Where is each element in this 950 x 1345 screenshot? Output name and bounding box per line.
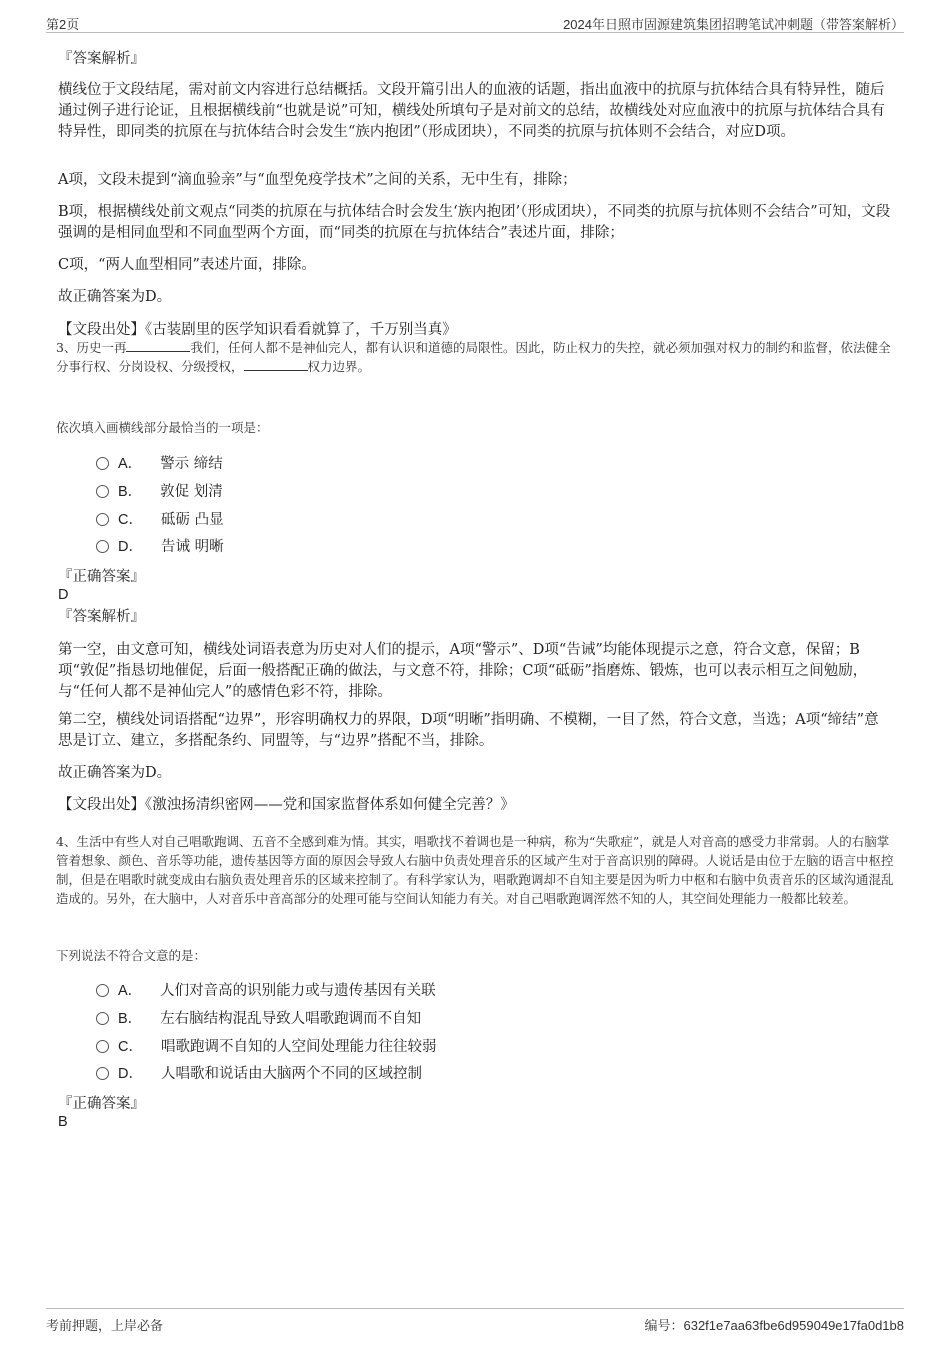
blank-2 [244, 358, 308, 371]
radio-icon[interactable] [96, 1012, 109, 1025]
q3-source: 【文段出处】《激浊扬清织密网——党和国家监督体系如何健全完善？》 [58, 797, 515, 813]
page-footer [46, 1308, 904, 1339]
q3-analysis-label: 『答案解析』 [58, 609, 145, 625]
q3-option-b[interactable]: B． 敦促 划清 [96, 482, 223, 502]
q3-stem: 3、历史一再 我们，任何人都不是神仙完人，都有认识和道德的局限性。因此，防止权力的失控，就必须加强对权力的制约和监督，依法健全分事行权、分岗设权、分级授权， 权力边界。 [56, 340, 891, 374]
radio-icon[interactable] [96, 457, 109, 470]
q3-correct-label: 『正确答案』 [58, 569, 145, 585]
q3-analysis-para-2: 第二空，横线处词语搭配“边界”，形容明确权力的界限，D项“明晰”指明确、不模糊，一目了然，符合文意，当选；A项“缔结”意思是订立、建立，多搭配条约、同盟等，与“边界”搭配不当，排除。 [58, 712, 879, 749]
q3-correct-answer: D [58, 587, 69, 603]
blank-1 [126, 339, 190, 352]
q2-answer-line: 故正确答案为D。 [58, 289, 172, 305]
q4-option-a[interactable]: A． 人们对音高的识别能力或与遗传基因有关联 [96, 981, 436, 1001]
q4-correct-label: 『正确答案』 [58, 1096, 145, 1112]
q3-option-a[interactable]: A． 警示 缔结 [96, 454, 223, 474]
radio-icon[interactable] [96, 1067, 109, 1080]
q4-option-d[interactable]: D． 人唱歌和说话由大脑两个不同的区域控制 [96, 1064, 422, 1084]
q3-answer-line: 故正确答案为D。 [58, 765, 172, 781]
q4-option-c[interactable]: C． 唱歌跑调不自知的人空间处理能力往往较弱 [96, 1037, 436, 1057]
q3-prompt: 依次填入画横线部分最恰当的一项是： [56, 420, 269, 435]
q2-source: 【文段出处】《古装剧里的医学知识看看就算了，千万别当真》 [58, 322, 457, 338]
footer-slogan: 考前押题，上岸必备 [46, 1318, 164, 1333]
q4-option-b[interactable]: B． 左右脑结构混乱导致人唱歌跑调而不自知 [96, 1009, 421, 1029]
q2-analysis-para-1: 横线位于文段结尾，需对前文内容进行总结概括。文段开篇引出人的血液的话题，指出血液中的抗原与抗体结合具有特异性，随后通过例子进行论证，且根据横线前“也就是说”可知，横线处所填句子是对前文的总结，故横线处对应血液中的抗原与抗体结合具有特异性，即同类的抗原在与抗体结合时会发生“族内抱团”（形成团块），不同类的抗原与抗体则不会结合，对应D项。 [58, 82, 885, 140]
q2-analysis-para-2: A项，文段未提到“滴血验亲”与“血型免疫学技术”之间的关系，无中生有，排除； [58, 172, 577, 188]
radio-icon[interactable] [96, 984, 109, 997]
q4-correct-answer: B [58, 1114, 68, 1130]
q3-analysis-para-1: 第一空，由文意可知，横线处词语表意为历史对人们的提示，A项“警示”、D项“告诫”均能体现提示之意，符合文意，保留；B项“敦促”指恳切地催促，后面一般搭配正确的做法，与文意不符，排除；C项“砥砺”指磨炼、锻炼，也可以表示相互之间勉励，与“任何人都不是神仙完人”的感情色彩不符，排除。 [58, 642, 868, 700]
q2-analysis-para-4: C项，“两人血型相同”表述片面，排除。 [58, 257, 316, 273]
radio-icon[interactable] [96, 540, 109, 553]
q4-prompt: 下列说法不符合文意的是： [56, 948, 207, 963]
radio-icon[interactable] [96, 1040, 109, 1053]
document-code: 编号：632f1e7aa63fbe6d959049e17fa0d1b8 [644, 1318, 904, 1333]
page-number: 第2页 [46, 17, 80, 32]
document-title: 2024年日照市固源建筑集团招聘笔试冲刺题（带答案解析） [563, 17, 904, 32]
q3-option-c[interactable]: C． 砥砺 凸显 [96, 510, 224, 530]
q3-option-d[interactable]: D． 告诫 明晰 [96, 537, 224, 557]
q2-analysis-label: 『答案解析』 [58, 51, 145, 67]
radio-icon[interactable] [96, 485, 109, 498]
q4-stem: 4、生活中有些人对自己唱歌跑调、五音不全感到难为情。其实，唱歌找不着调也是一种病，称为“失歌症”，就是人对音高的感受力非常弱。人的右脑掌管着想象、颜色、音乐等功能，遗传基因等方面的原因会导致人右脑中负责处理音乐的区域产生对于音高识别的障碍。人说话是由位于左脑的语言中枢控制，但是在唱歌时就变成由右脑负责处理音乐的区域来控制了。有科学家认为，唱歌跑调却不自知主要是因为听力中枢和右脑中负责音乐的区域沟通混乱造成的。另外，在大脑中，人对音乐中音高部分的处理可能与空间认知能力有关。对自己唱歌跑调浑然不知的人，其空间处理能力一般都比较差。 [56, 834, 894, 906]
radio-icon[interactable] [96, 513, 109, 526]
q2-analysis-para-3: B项，根据横线处前文观点“同类的抗原在与抗体结合时会发生‘族内抱团’（形成团块），不同类的抗原与抗体则不会结合”可知，文段强调的是相同血型和不同血型两个方面，而“同类的抗原在与抗体结合”表述片面，排除； [58, 204, 891, 241]
page-header [46, 12, 904, 33]
